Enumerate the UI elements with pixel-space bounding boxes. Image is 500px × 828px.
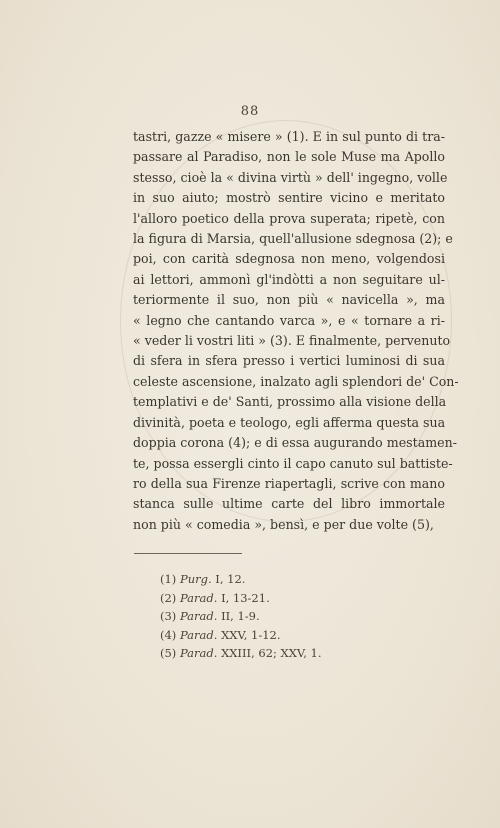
footnote-ref: II, 1-9. xyxy=(221,609,260,624)
text-line: tastri, gazze « misere » (1). E in sul punto di tra- xyxy=(133,129,445,144)
text-line: templativi e de' Santi, prossimo alla visione della xyxy=(133,394,447,410)
text-line: di sfera in sfera presso i vertici luminosi di sua xyxy=(133,353,445,369)
footnote-work: Parad. xyxy=(179,627,218,642)
footnote-work: Purg. xyxy=(179,572,212,586)
text-line: te, possa essergli cinto il capo canuto sul battiste- xyxy=(133,455,453,471)
footnote-number: (1) xyxy=(160,572,177,586)
footnote-ref: I, 13-21. xyxy=(221,590,270,605)
text-line: celeste ascensione, inalzato agli splendori de' Con- xyxy=(133,373,459,389)
footnotes xyxy=(160,570,440,663)
text-line: poi, con carità sdegnosa non meno, volgendosi xyxy=(133,251,445,267)
text-line: passare al Paradiso, non le sole Muse ma Apollo xyxy=(133,149,445,165)
text-line: in suo aiuto; mostrò sentire vicino e meritato xyxy=(133,190,445,206)
text-line: non più « comedia », bensì, e per due volte (5), xyxy=(133,516,434,532)
footnote-item xyxy=(160,644,440,663)
footnote-item xyxy=(160,626,440,645)
footnote-number: (2) xyxy=(160,590,177,605)
text-line: stanca sulle ultime carte del libro immortale xyxy=(133,496,445,512)
footnote-work: Parad. xyxy=(179,646,218,661)
text-line: ai lettori, ammonì gl'indòtti a non seguitare ul- xyxy=(133,271,445,287)
footnote-work: Parad. xyxy=(179,590,218,605)
text-line: divinità, poeta e teologo, egli afferma questa sua xyxy=(133,414,446,430)
text-line: stesso, cioè la « divina virtù » dell' ingegno, volle xyxy=(133,169,448,185)
footnote-number: (4) xyxy=(160,627,177,642)
main-text xyxy=(133,127,459,535)
text-line: ro della sua Firenze riapertagli, scrive con mano xyxy=(133,475,445,491)
footnote-divider xyxy=(134,553,242,554)
text-line: teriormente il suo, non più « navicella », ma xyxy=(133,292,445,308)
text-line: doppia corona (4); e di essa augurando mestamen- xyxy=(133,435,457,451)
text-line: « veder li vostri liti » (3). E finalmente, pervenuto xyxy=(133,333,451,349)
footnote-number: (3) xyxy=(160,609,177,624)
text-line: l'alloro poetico della prova superata; ripetè, con xyxy=(133,210,445,226)
footnote-ref: XXIII, 62; XXV, 1. xyxy=(221,646,322,661)
footnote-work: Parad. xyxy=(179,609,218,624)
text-line: la figura di Marsia, quell'allusione sdegnosa (2); e xyxy=(133,231,453,247)
text-line: « legno che cantando varca », e « tornare a ri- xyxy=(133,312,445,328)
footnote-ref: XXV, 1-12. xyxy=(221,627,281,642)
page-number: 88 xyxy=(240,104,260,119)
footnote-item xyxy=(160,570,440,589)
footnote-item xyxy=(160,607,440,626)
footnote-item xyxy=(160,589,440,608)
footnote-ref: I, 12. xyxy=(215,572,246,586)
footnote-number: (5) xyxy=(160,646,177,661)
